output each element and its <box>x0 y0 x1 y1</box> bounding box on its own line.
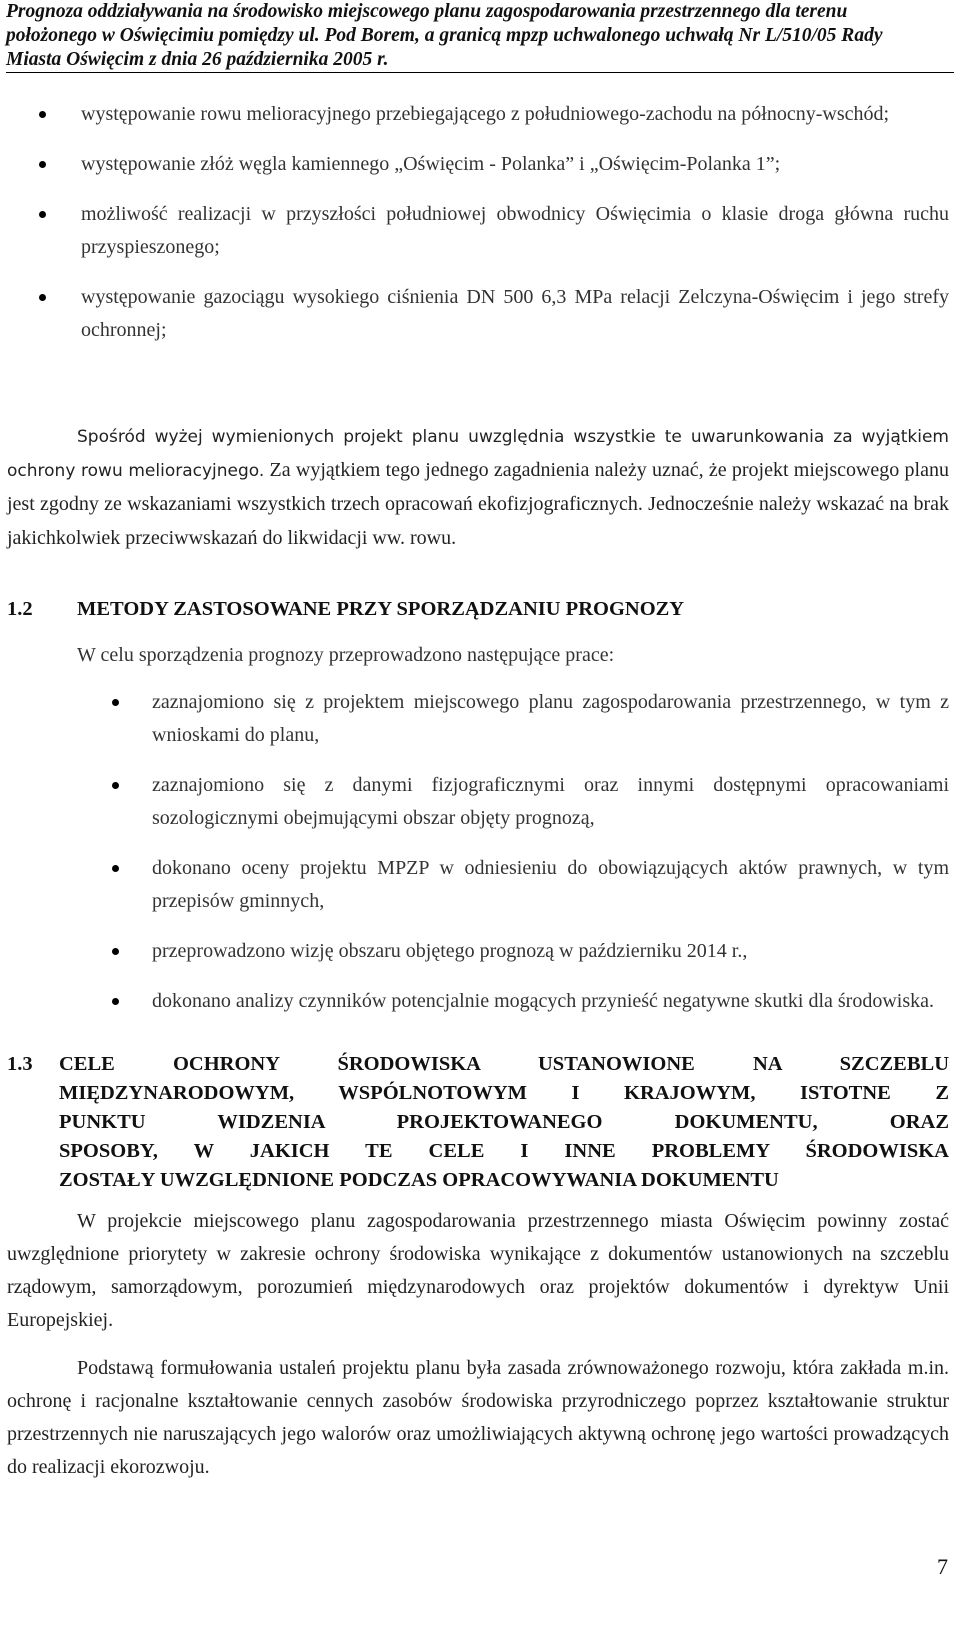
summary-paragraph-part-2: Za wyjątkiem tego jednego zagadnienia należy uznać, że projekt miejscowego planu jest zgodny ze wskazaniami wszystkich trzech opracowań ekofizjograficznych. Jednocześnie należy wskazać na brak jakichkolwiek przeciwwskazań do likwidacji ww. rowu. <box>7 459 949 549</box>
bullet-icon <box>39 211 46 218</box>
header-line-3: Miasta Oświęcim z dnia 26 października 2005 r. <box>6 48 954 73</box>
list-item <box>0 935 960 968</box>
list-item <box>0 281 960 347</box>
body-paragraph: Podstawą formułowania ustaleń projektu planu była zasada zrównoważonego rozwoju, która zakłada m.in. ochronę i racjonalne kształtowanie cennych zasobów środowiska przyrodniczego poprzez kształtowanie struktur przestrzennych nie naruszających jego walorów oraz umożliwiających aktywną ochronę jego wartości prowadzących do realizacji ekorozwoju. <box>7 1357 949 1478</box>
bullet-icon <box>112 865 119 872</box>
bullet-icon <box>112 998 119 1005</box>
list-item <box>0 985 960 1018</box>
list-item-text: występowanie złóż węgla kamiennego „Oświęcim - Polanka” i „Oświęcim-Polanka 1”; <box>81 153 781 175</box>
section-title-line: CELE OCHRONY ŚRODOWISKA USTANOWIONE NA SZCZEBLU <box>59 1053 949 1075</box>
list-item <box>0 148 960 181</box>
section-title <box>59 1050 949 1195</box>
bullet-icon <box>112 699 119 706</box>
list-item-text: przeprowadzono wizję obszaru objętego prognozą w październiku 2014 r., <box>152 940 748 962</box>
header-line-1: Prognoza oddziaływania na środowisko miejscowego planu zagospodarowania przestrzennego dla terenu <box>6 1 848 22</box>
section-title-line: MIĘDZYNARODOWYM, WSPÓLNOTOWYM I KRAJOWYM, ISTOTNE Z <box>59 1082 949 1104</box>
section-heading-1-3 <box>7 1050 949 1195</box>
bullet-icon <box>39 111 46 118</box>
methods-bullet-list <box>0 686 960 1035</box>
list-item-text: możliwość realizacji w przyszłości południowej obwodnicy Oświęcimia o klasie droga główna ruchu przyspieszonego; <box>81 203 949 258</box>
bullet-icon <box>39 161 46 168</box>
section-title-line: ZOSTAŁY UWZGLĘDNIONE PODCZAS OPRACOWYWANIA DOKUMENTU <box>59 1169 779 1191</box>
list-item <box>0 769 960 835</box>
list-item <box>0 852 960 918</box>
list-item <box>0 98 960 131</box>
section-number: 1.2 <box>7 598 33 620</box>
list-item-text: występowanie gazociągu wysokiego ciśnienia DN 500 6,3 MPa relacji Zelczyna-Oświęcim i jego strefy ochronnej; <box>81 286 949 341</box>
bullet-icon <box>39 294 46 301</box>
running-header <box>6 0 954 73</box>
section-number: 1.3 <box>7 1053 33 1075</box>
summary-paragraph-part-1: Spośród wyżej wymienionych projekt planu uwzględnia wszystkie te uwarunkowania za wyjątkiem ochrony rowu melioracyjnego. <box>7 427 949 481</box>
list-item-text: występowanie rowu melioracyjnego przebiegającego z południowego-zachodu na północny-wschód; <box>81 103 890 125</box>
list-item <box>0 198 960 264</box>
methods-intro: W celu sporządzenia prognozy przeprowadzono następujące prace: <box>77 644 615 666</box>
bullet-icon <box>112 782 119 789</box>
section-title-line: SPOSOBY, W JAKICH TE CELE I INNE PROBLEMY ŚRODOWISKA <box>59 1140 949 1162</box>
summary-paragraph <box>7 421 949 556</box>
section-heading-1-2 <box>7 594 949 624</box>
section-title-line: PUNKTU WIDZENIA PROJEKTOWANEGO DOKUMENTU, ORAZ <box>59 1111 949 1133</box>
conditions-bullet-list <box>0 98 960 364</box>
list-item-text: zaznajomiono się z danymi fizjograficznymi oraz innymi dostępnymi opracowaniami sozologicznymi obejmującymi obszar objęty prognozą, <box>152 774 949 829</box>
list-item-text: dokonano analizy czynników potencjalnie mogących przynieść negatywne skutki dla środowiska. <box>152 990 934 1012</box>
page-number: 7 <box>937 1554 948 1579</box>
header-line-2: położonego w Oświęcimiu pomiędzy ul. Pod Borem, a granicą mpzp uchwalonego uchwałą Nr L/510/05 Rady <box>6 25 883 46</box>
list-item <box>0 686 960 752</box>
section-title: METODY ZASTOSOWANE PRZY SPORZĄDZANIU PROGNOZY <box>77 598 685 620</box>
list-item-text: zaznajomiono się z projektem miejscowego planu zagospodarowania przestrzennego, w tym z wnioskami do planu, <box>152 691 949 746</box>
bullet-icon <box>112 948 119 955</box>
list-item-text: dokonano oceny projektu MPZP w odniesieniu do obowiązujących aktów prawnych, w tym przepisów gminnych, <box>152 857 949 912</box>
body-paragraph: W projekcie miejscowego planu zagospodarowania przestrzennego miasta Oświęcim powinny zostać uwzględnione priorytety w zakresie ochrony środowiska wynikające z dokumentów ustanowionych na szczeblu rządowym, samorządowym, porozumień międzynarodowych oraz projektów dokumentów i dyrektyw Unii Europejskiej. <box>7 1210 949 1331</box>
